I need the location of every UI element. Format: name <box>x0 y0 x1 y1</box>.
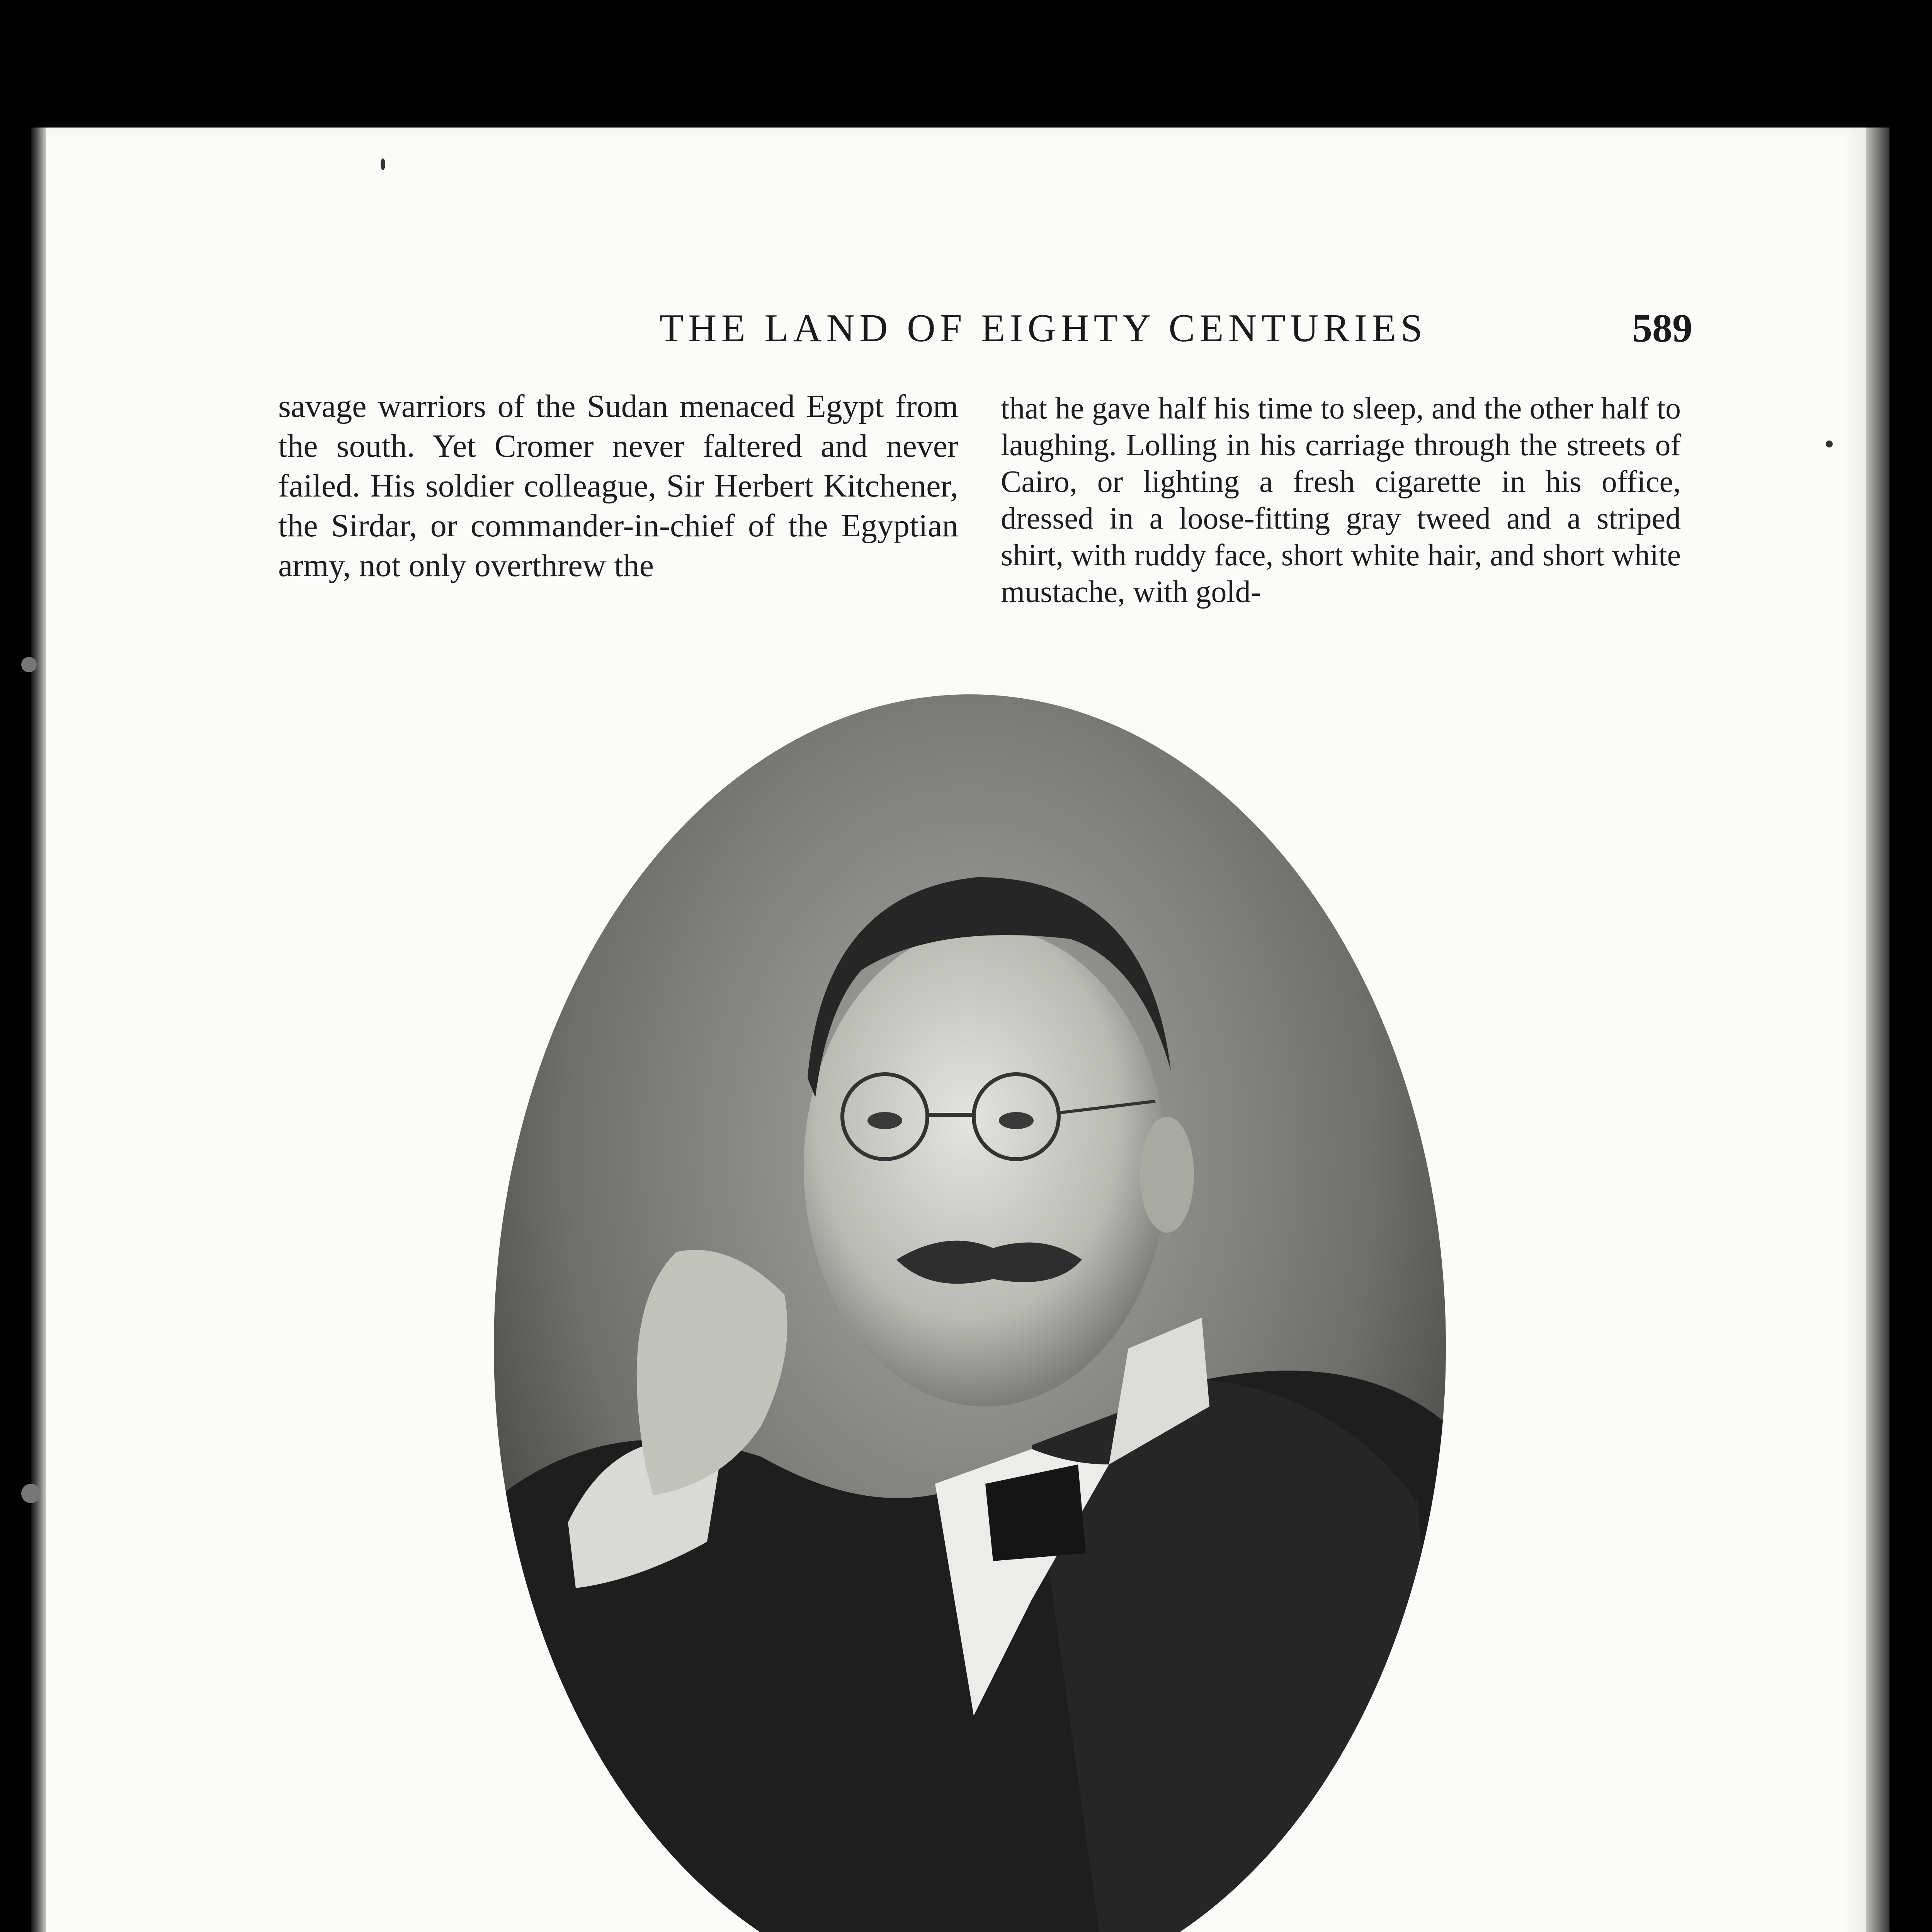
paragraph: that he gave half his time to sleep, and the other half to laughing. Lolling in his carriage through the streets of Cairo, or lighting a fresh cigarette in his office, dressed in a loose-fitting gray tweed and a striped shirt, with ruddy face, short white hair, and short white mustache, with gold- <box>1001 391 1681 609</box>
binding-stitch <box>21 1484 41 1503</box>
speck <box>1826 440 1833 447</box>
column-top-left <box>278 386 958 585</box>
binding-gutter <box>31 128 46 1932</box>
page-number: 589 <box>1632 306 1692 350</box>
page-edge <box>1866 128 1889 1932</box>
binding-stitch <box>21 657 37 672</box>
running-head: THE LAND OF EIGHTY CENTURIES <box>659 306 1427 350</box>
portrait-photo <box>491 692 1449 1932</box>
paragraph: savage warriors of the Sudan menaced Egypt from the south. Yet Cromer never faltered and never failed. His soldier colleague, Sir Herbert Kitchener, the Sirdar, or commander-in-chief of the Egyptian army, not only overthrew the <box>278 388 958 583</box>
speck <box>381 158 385 170</box>
column-top-right <box>1001 390 1681 611</box>
